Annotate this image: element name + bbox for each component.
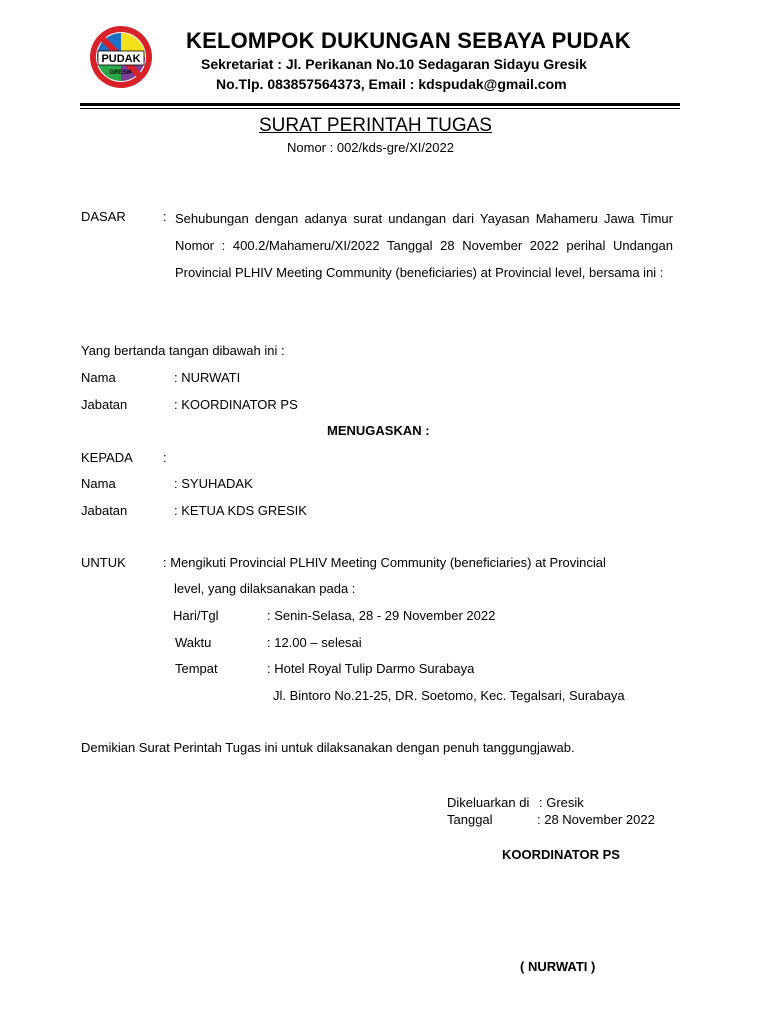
- tempat-label: Tempat: [175, 661, 218, 676]
- document-number: Nomor : 002/kds-gre/XI/2022: [287, 140, 454, 155]
- signer-nama-label: Nama: [81, 370, 116, 385]
- hari-label: Hari/Tgl: [173, 608, 219, 623]
- kepada-jabatan-label: Jabatan: [81, 503, 128, 518]
- signature-role: KOORDINATOR PS: [502, 847, 620, 862]
- kepada-jabatan-value: : KETUA KDS GRESIK: [174, 503, 307, 518]
- document-title: SURAT PERINTAH TUGAS: [259, 115, 492, 136]
- menugaskan-heading: MENUGASKAN :: [327, 423, 430, 438]
- logo-text-top: PUDAK: [101, 53, 141, 65]
- kepada-nama-value: : SYUHADAK: [174, 476, 253, 491]
- kepada-nama-label: Nama: [81, 476, 116, 491]
- issued-date-label: Tanggal: [447, 812, 493, 827]
- issued-date-value: : 28 November 2022: [537, 812, 655, 827]
- header-divider-thick: [80, 103, 680, 106]
- untuk-label: UNTUK: [81, 555, 126, 570]
- tempat-address: Jl. Bintoro No.21-25, DR. Soetomo, Kec. Tegalsari, Surabaya: [273, 688, 625, 703]
- logo-text-bottom: GRESIK: [109, 70, 133, 76]
- issued-place-value: : Gresik: [539, 795, 584, 810]
- waktu-label: Waktu: [175, 635, 212, 650]
- signer-jabatan-value: : KOORDINATOR PS: [174, 397, 298, 412]
- organization-contact: No.Tlp. 083857564373, Email : kdspudak@gmail.com: [216, 76, 567, 92]
- issued-place-label: Dikeluarkan di: [447, 795, 530, 810]
- hari-value: : Senin-Selasa, 28 - 29 November 2022: [267, 608, 496, 623]
- signer-jabatan-label: Jabatan: [81, 397, 128, 412]
- dasar-colon: :: [163, 209, 167, 224]
- signer-intro: Yang bertanda tangan dibawah ini :: [81, 343, 285, 358]
- waktu-value: : 12.00 – selesai: [267, 635, 362, 650]
- dasar-text: Sehubungan dengan adanya surat undangan dari Yayasan Mahameru Jawa Timur Nomor : 400.2/Mahameru/XI/2022 Tanggal 28 November 2022 perihal Undangan Provincial PLHIV Meeting Community (beneficiaries) at Provincial level, bersama ini :: [175, 211, 673, 280]
- organization-logo: [88, 24, 154, 90]
- closing-statement: Demikian Surat Perintah Tugas ini untuk dilaksanakan dengan penuh tanggungjawab.: [81, 740, 575, 755]
- dasar-label: DASAR: [81, 209, 126, 224]
- untuk-line-2: level, yang dilaksanakan pada :: [174, 581, 356, 596]
- header-divider-thin: [80, 108, 680, 109]
- tempat-value: : Hotel Royal Tulip Darmo Surabaya: [267, 661, 475, 676]
- organization-name: KELOMPOK DUKUNGAN SEBAYA PUDAK: [186, 28, 631, 53]
- untuk-line-1: : Mengikuti Provincial PLHIV Meeting Community (beneficiaries) at Provincial: [163, 555, 606, 570]
- organization-address: Sekretariat : Jl. Perikanan No.10 Sedagaran Sidayu Gresik: [201, 56, 587, 72]
- kepada-colon: :: [163, 450, 167, 465]
- signer-nama-value: : NURWATI: [174, 370, 241, 385]
- signature-name: ( NURWATI ): [520, 959, 596, 974]
- kepada-label: KEPADA: [81, 450, 133, 465]
